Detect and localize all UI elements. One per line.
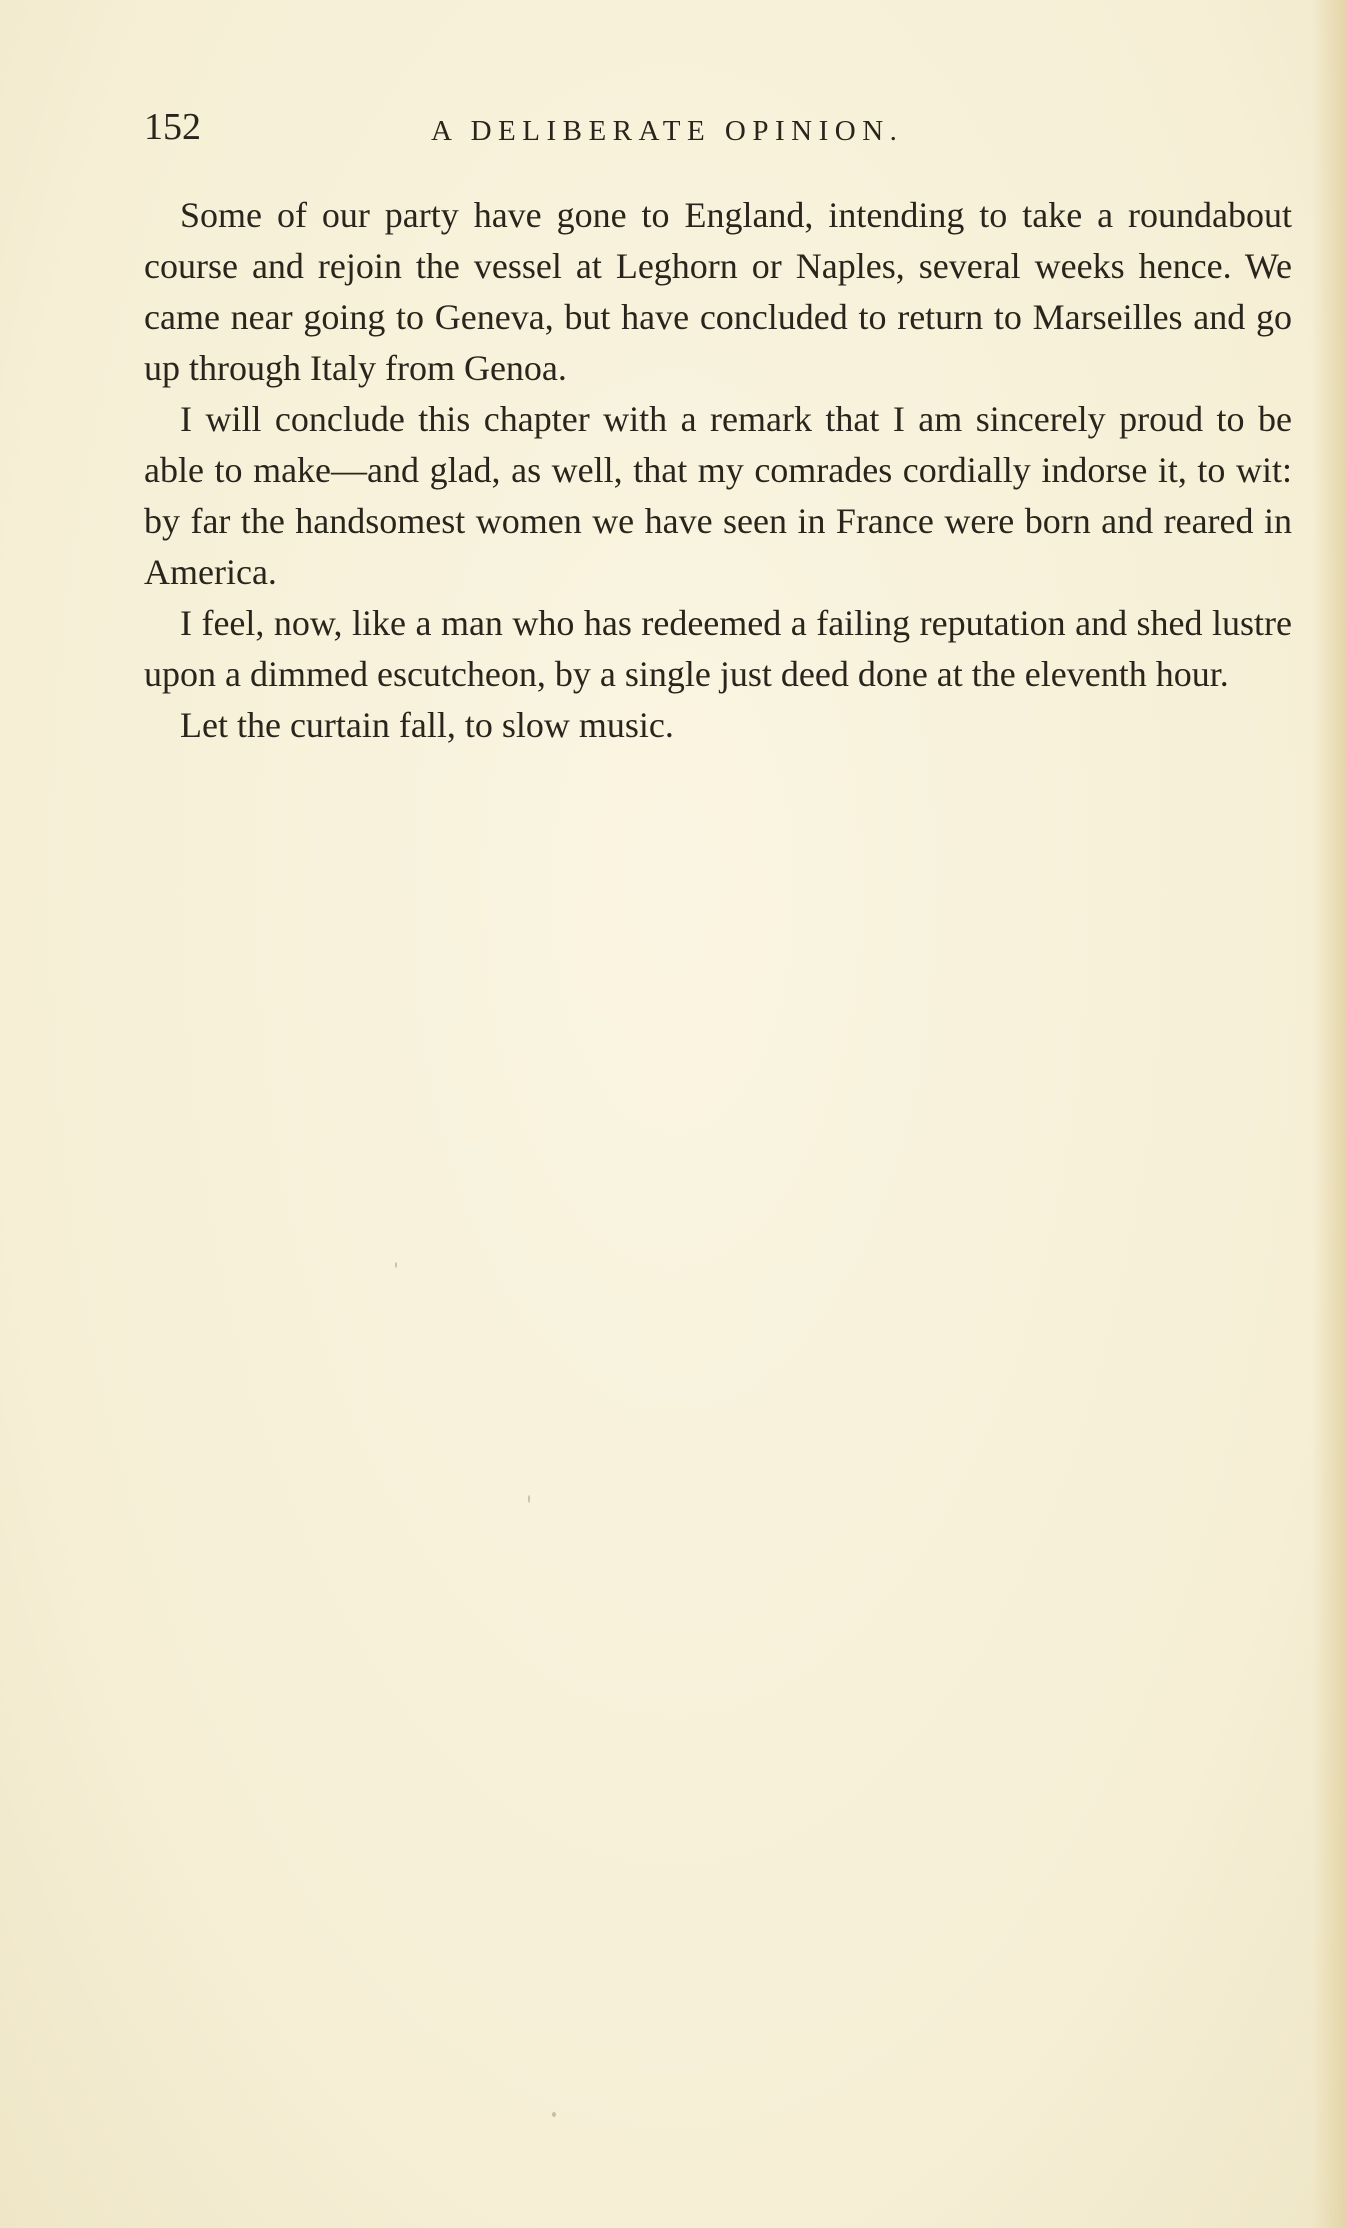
- page-edge-shading: [1312, 0, 1346, 2228]
- paragraph: I feel, now, like a man who has redeemed a failing reputation and shed lustre upon a dimmed escutcheon, by a single just deed done at the eleventh hour.: [144, 603, 1292, 694]
- body-text: [144, 190, 1292, 751]
- running-head: A DELIBERATE OPINION.: [431, 115, 904, 147]
- paragraph: Some of our party have gone to England, intending to take a roundabout course and rejoin the vessel at Leghorn or Naples, several weeks hence. We came near going to Geneva, but have concluded to return to Marseilles and go up through Italy from Genoa.: [144, 195, 1292, 388]
- page-number: 152: [144, 106, 201, 148]
- paragraph: I will conclude this chapter with a remark that I am sincerely proud to be able to make—and glad, as well, that my comrades cordially indorse it, to wit: by far the handsomest women we have seen in France were born and reared in America.: [144, 399, 1292, 592]
- paper-speck: [552, 2112, 556, 2117]
- paper-speck: [528, 1495, 530, 1503]
- paragraph: Let the curtain fall, to slow music.: [180, 705, 674, 745]
- page-header: [144, 102, 1294, 152]
- paper-speck: [395, 1262, 397, 1268]
